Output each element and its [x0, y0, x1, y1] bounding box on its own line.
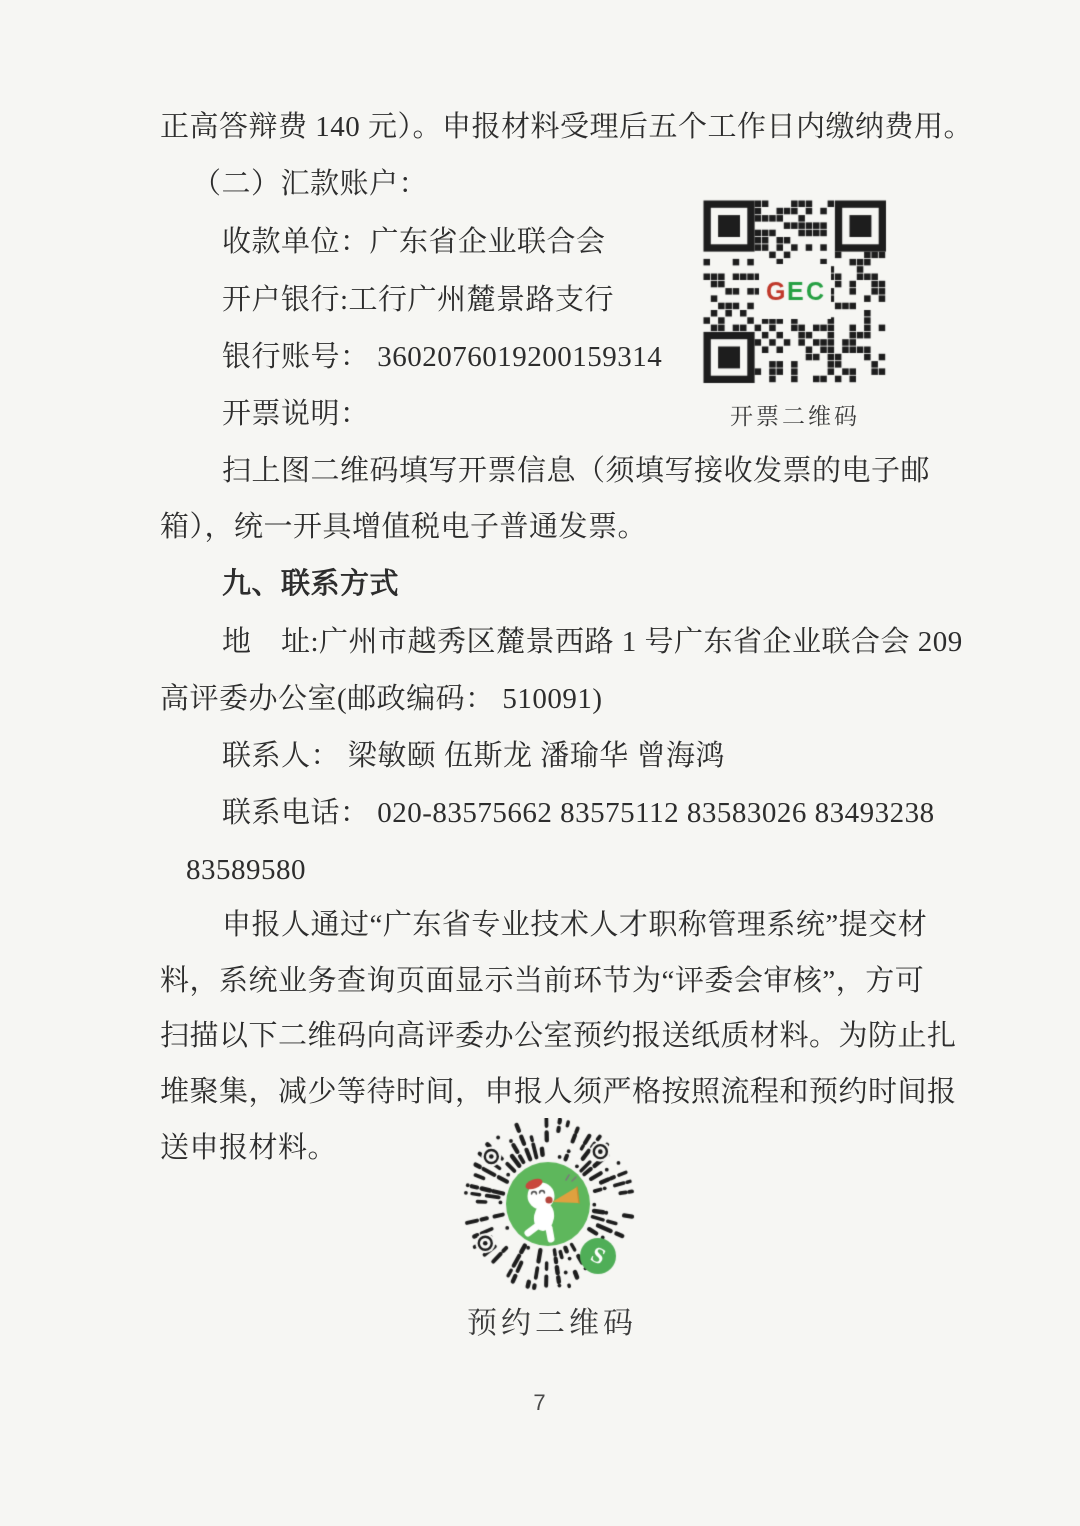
booking-qr-block — [448, 1118, 656, 1342]
fee-payment-line: 正高答辩费 140 元）。申报材料受理后五个工作日内缴纳费用。 — [160, 111, 974, 143]
submission-para-line2: 料，系统业务查询页面显示当前环节为“评委会审核”，方可 — [160, 965, 925, 997]
invoice-qr-block — [698, 197, 892, 431]
booking-qr-caption: 预约二维码 — [467, 1307, 637, 1340]
account-number-line: 银行账号： 3602076019200159314 — [222, 341, 663, 373]
contact-persons-line: 联系人： 梁敏颐 伍斯龙 潘瑜华 曾海鸿 — [222, 740, 726, 772]
submission-para-line3: 扫描以下二维码向高评委办公室预约报送纸质材料。为防止扎 — [160, 1020, 957, 1052]
booking-qr-code — [450, 1118, 654, 1296]
invoice-instruction-line1: 扫上图二维码填写开票信息（须填写接收发票的电子邮 — [222, 455, 931, 487]
remittance-heading: （二）汇款账户： — [192, 168, 429, 200]
submission-para-line4: 堆聚集，减少等待时间，申报人须严格按照流程和预约时间报 — [160, 1076, 957, 1108]
bank-line: 开户银行:工行广州麓景路支行 — [222, 284, 615, 316]
invoice-instruction-line2: 箱），统一开具增值税电子普通发票。 — [160, 511, 648, 543]
phone-numbers-line2: 83589580 — [186, 854, 306, 886]
invoice-qr-code — [700, 197, 890, 385]
address-line1: 地 址:广州市越秀区麓景西路 1 号广东省企业联合会 209 — [222, 626, 963, 658]
invoice-qr-caption: 开票二维码 — [730, 404, 860, 429]
payee-line: 收款单位：广东省企业联合会 — [222, 226, 606, 258]
submission-para-line1: 申报人通过“广东省专业技术人才职称管理系统”提交材 — [222, 909, 928, 941]
submission-para-line5: 送申报材料。 — [160, 1132, 338, 1164]
phone-numbers-line1: 联系电话： 020-83575662 83575112 83583026 83493238 — [222, 797, 935, 829]
invoice-note-label: 开票说明： — [222, 398, 370, 430]
page-number: 7 — [533, 1390, 547, 1415]
contact-section-heading: 九、联系方式 — [222, 568, 400, 600]
address-line2: 高评委办公室(邮政编码： 510091) — [160, 683, 603, 715]
